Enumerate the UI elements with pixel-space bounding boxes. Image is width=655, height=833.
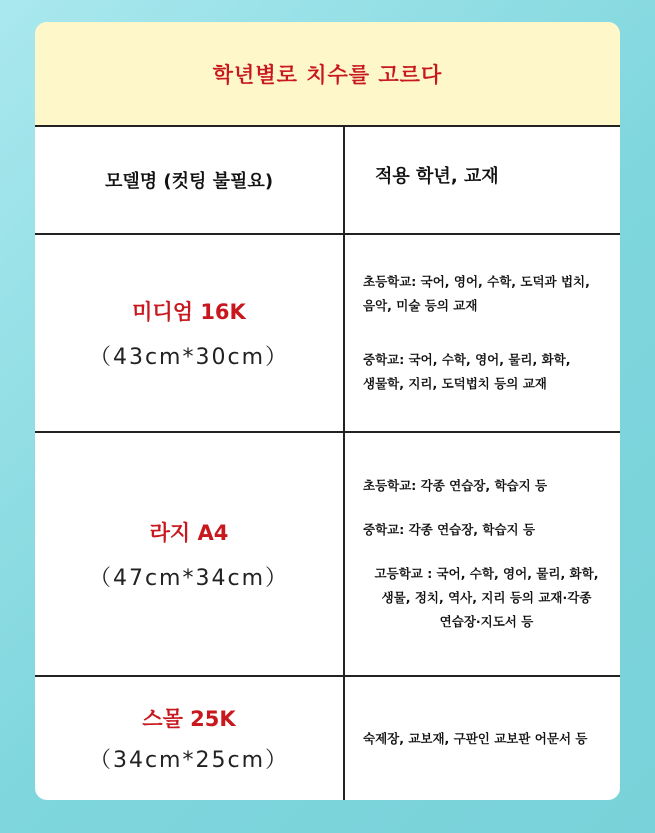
header-label-model: 모델명 (컷팅 불필요): [104, 171, 274, 192]
table-row: [35, 677, 620, 800]
grade-description: [363, 270, 620, 318]
grade-description: [363, 348, 620, 396]
header-label-grade: 적용 학년, 교재: [375, 166, 499, 187]
desc-line: 초등학교: 각종 연습장, 학습지 등: [363, 478, 548, 493]
model-name: 스몰 25K: [142, 707, 236, 731]
page-title: 학년별로 치수를 고르다: [212, 62, 443, 87]
title-bar: [35, 22, 620, 127]
grade-cell: [345, 677, 620, 800]
desc-line: 중학교: 각종 연습장, 학습지 등: [363, 522, 536, 537]
model-name: 라지 A4: [149, 520, 229, 545]
desc-line: 초등학교: 국어, 영어, 수학, 도덕과 법치,: [363, 274, 590, 289]
table-row: [35, 235, 620, 433]
desc-line: 고등학교 : 국어, 수학, 영어, 물리, 화학,: [374, 566, 599, 581]
model-cell: [35, 677, 345, 800]
size-table: [35, 127, 620, 800]
model-cell: [35, 433, 345, 675]
header-cell-model: [35, 127, 345, 233]
grade-cell: [345, 433, 620, 675]
header-cell-grade: [345, 127, 620, 233]
desc-line: 중학교: 국어, 수학, 영어, 물리, 화학,: [363, 352, 571, 367]
grade-cell: [345, 235, 620, 431]
desc-line: 생물, 정치, 역사, 지리 등의 교재·각종: [381, 590, 592, 605]
model-cell: [35, 235, 345, 431]
model-size: （47cm*34cm）: [88, 565, 290, 591]
model-name: 미디엄 16K: [132, 299, 246, 324]
grade-description: [363, 474, 620, 498]
model-size: （43cm*30cm）: [88, 344, 290, 370]
desc-line: 숙제장, 교보재, 구판인 교보판 어문서 등: [363, 730, 588, 746]
desc-line: 생물학, 지리, 도덕법치 등의 교재: [363, 376, 547, 391]
grade-description: [363, 518, 620, 542]
table-row: [35, 433, 620, 677]
size-guide-card: [35, 22, 620, 800]
desc-line: 연습장·지도서 등: [439, 614, 534, 629]
desc-line: 음악, 미술 등의 교재: [363, 298, 478, 313]
grade-description: [363, 562, 620, 634]
grade-description: [363, 727, 620, 751]
model-size: （34cm*25cm）: [88, 748, 290, 773]
table-header-row: [35, 127, 620, 235]
